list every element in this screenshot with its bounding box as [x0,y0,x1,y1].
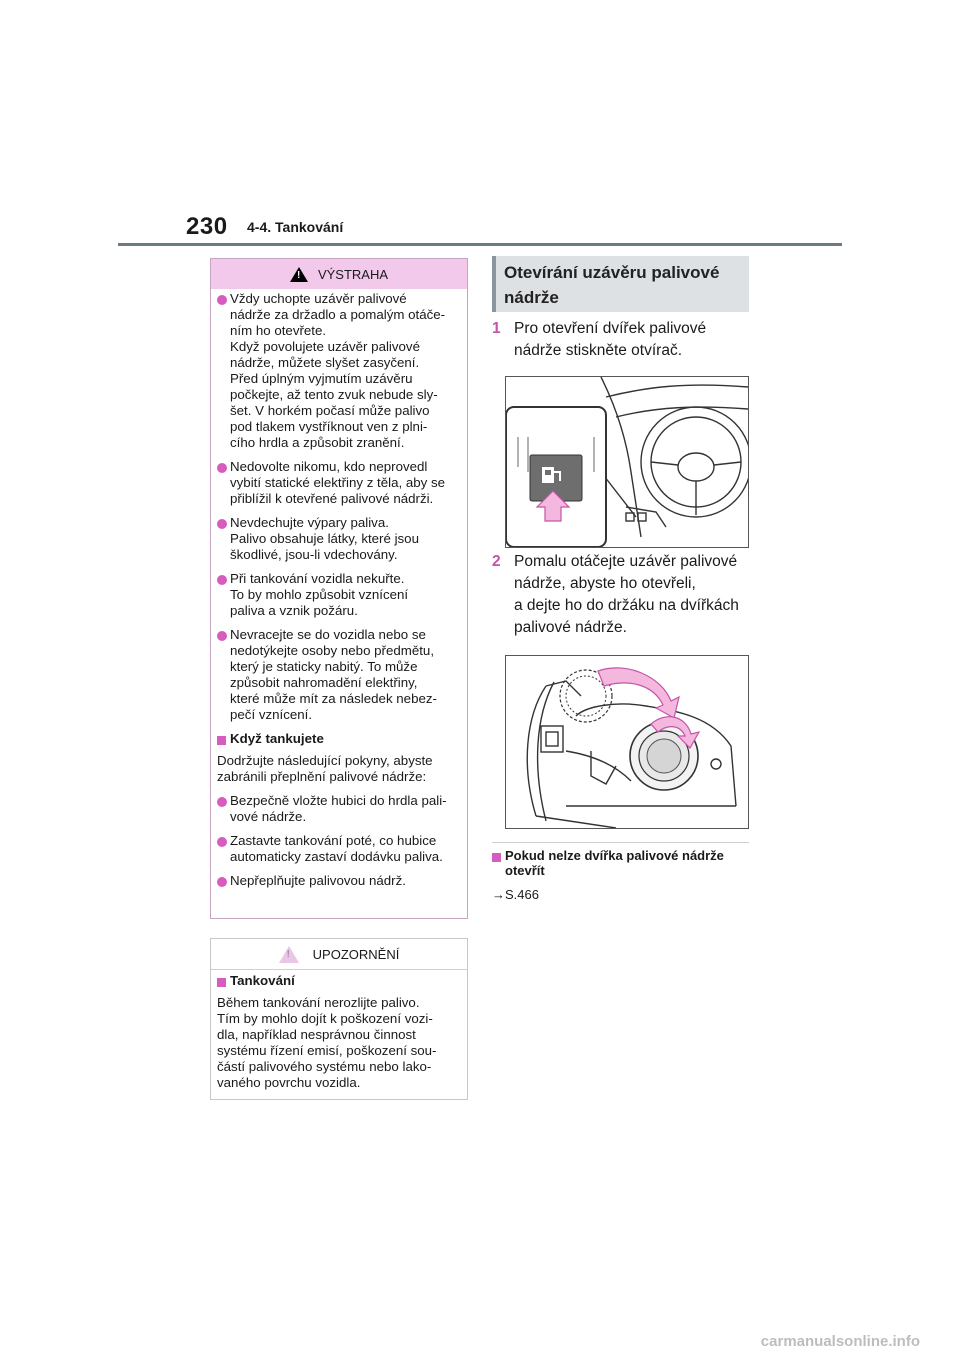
warning-item: Nevracejte se do vozidla nebo se nedotýkejte osoby nebo předmětu, který je staticky nabitý. To může způsobit nahromadění elektřiny, které může mít za následek nebez- pečí vznícení. [217,627,461,723]
caution-triangle-icon [279,946,299,963]
caution-title: UPOZORNĚNÍ [312,946,400,962]
dashboard-illustration-icon [506,377,748,547]
caution-subheading: Tankování [217,973,461,991]
fuel-cap-illustration [505,655,749,829]
bullet-dot-icon [217,295,227,305]
bullet-square-icon [217,978,226,987]
caution-text: Během tankování nerozlijte palivo. Tím by mohlo dojít k poškození vozi- dla, například nesprávnou činnost systému řízení emisí, poškození sou- částí palivového systému nebo lako- vaného povrchu vozidla. [217,995,437,1090]
caution-header [211,939,467,970]
section-heading: Otevírání uzávěru palivové nádrže [504,263,720,307]
warning-sub-item: Bezpečně vložte hubici do hrdla pali- vové nádrže. [217,793,461,825]
step-number: 1 [492,320,501,337]
heading-accent-bar [492,256,496,312]
bullet-dot-icon [217,877,227,887]
fuel-door-opener-illustration [505,376,749,548]
step-2 [492,551,752,639]
caution-box [210,938,468,1100]
step-text: Pomalu otáčejte uzávěr palivové nádrže, abyste ho otevřeli, a dejte ho do držáku na dvířkách palivové nádrže. [514,553,739,636]
bullet-dot-icon [217,837,227,847]
warning-item: Nedovolte nikomu, kdo neprovedl vybití statické elektřiny z těla, aby se přiblížil k otevřené palivové nádrži. [217,459,461,507]
warning-item: Nevdechujte výpary paliva. Palivo obsahuje látky, které jsou škodlivé, jsou-li vdechovány. [217,515,461,563]
warning-item: Při tankování vozidla nekuřte. To by mohlo způsobit vznícení paliva a vznik požáru. [217,571,461,619]
bullet-dot-icon [217,519,227,529]
warning-item: Vždy uchopte uzávěr palivové nádrže za držadlo a pomalým otáče- ním ho otevřete. Když povolujete uzávěr palivové nádrže, můžete slyšet zasyčení. Před úplným vyjmutím uzávěru počkejte, až tento zvuk nebude sly- šet. V horkém počasí může palivo pod tlakem vystříknout ven z plni- cího hrdla a způsobit zranění. [217,291,461,451]
step-1 [492,318,752,362]
warning-subheading: Když tankujete [217,731,461,749]
warning-triangle-icon [290,267,308,282]
warning-box [210,258,468,919]
watermark: carmanualsonline.info [760,1333,920,1350]
bullet-dot-icon [217,797,227,807]
section-title: 4-4. Tankování [247,219,344,235]
warning-title: VÝSTRAHA [317,266,389,282]
bullet-square-icon [492,853,501,862]
step-number: 2 [492,553,501,570]
note-heading: Pokud nelze dvířka palivové nádrže otevřít [492,848,752,878]
section-heading-box [492,256,749,312]
warning-header [211,259,467,289]
fuel-cap-icon [506,656,748,828]
warning-sub-item: Zastavte tankování poté, co hubice automaticky zastaví dodávku paliva. [217,833,461,865]
page-reference-link[interactable]: →S.466 [492,887,539,902]
warning-sub-text: Dodržujte následující pokyny, abyste zabránili přeplnění palivové nádrže: [217,753,433,784]
divider [492,842,749,843]
bullet-dot-icon [217,575,227,585]
bullet-square-icon [217,736,226,745]
step-text: Pro otevření dvířek palivové nádrže stiskněte otvírač. [514,320,707,359]
page-number: 230 [186,213,228,240]
header-rule [118,243,842,246]
warning-sub-item: Nepřeplňujte palivovou nádrž. [217,873,461,891]
bullet-dot-icon [217,631,227,641]
bullet-dot-icon [217,463,227,473]
